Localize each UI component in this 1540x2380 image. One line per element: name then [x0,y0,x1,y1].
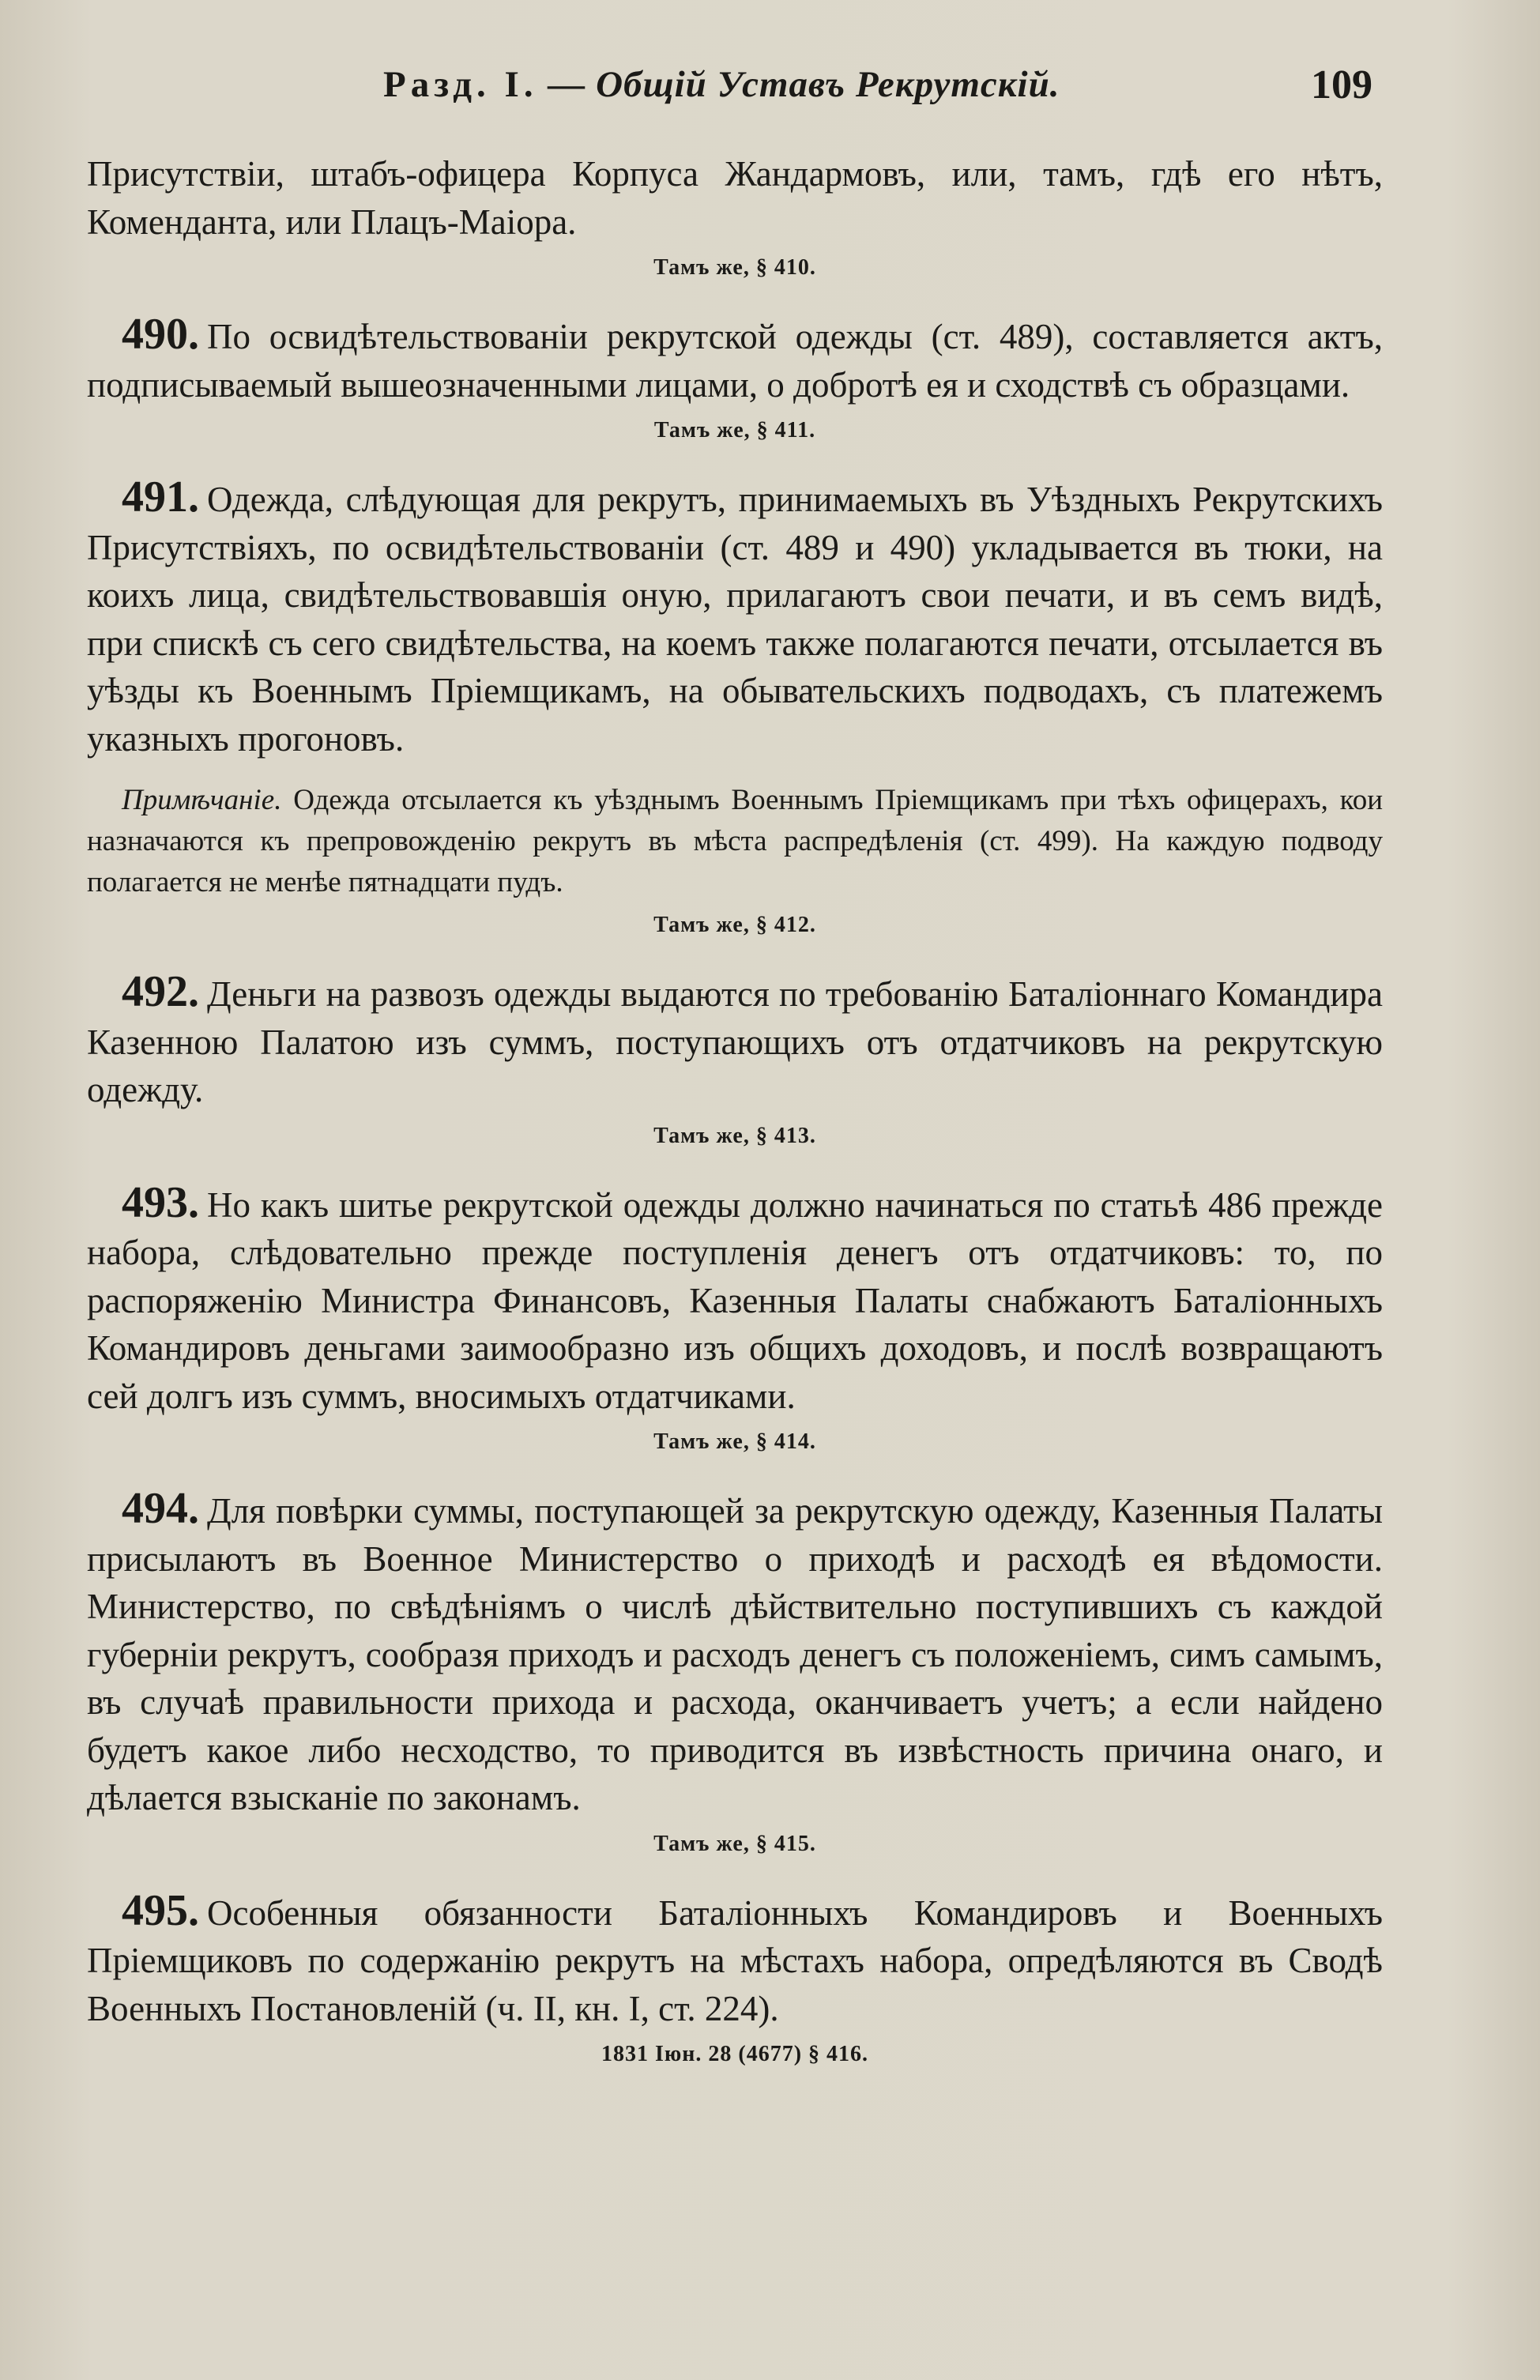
section-label: Разд. I. [383,64,538,105]
article-text: По освидѣтельствованіи рекрутской одежды (ст. 489), составляется актъ, подписываемый вышеозначенными лицами, о добротѣ ея и сходствѣ съ образцами. [87,317,1383,405]
article-text: Особенныя обязанности Баталіонныхъ Командировъ и Военныхъ Пріемщиковъ по содержанію рекрутъ на мѣстахъ набора, опредѣляются въ Сводѣ Военныхъ Постановленій (ч. II, кн. I, ст. 224). [87,1892,1383,2028]
section-title: — Общій Уставъ Рекрутскій. [548,64,1060,105]
article-495 [87,1887,1383,2071]
source-reference: Тамъ же, § 410. [653,255,816,280]
article-text: Одежда, слѣдующая для рекрутъ, принимаемыхъ въ Уѣздныхъ Рекрутскихъ Присутствіяхъ, по освидѣтельствованіи (ст. 489 и 490) укладывается въ тюки, на коихъ лица, свидѣтельствовавшія оную, прилагаютъ свои печати, и въ семъ видѣ, при спискѣ съ сего свидѣтельства, на коемъ также полагаются печати, отсылается въ уѣзды къ Военнымъ Пріемщикамъ, на обывательскихъ подводахъ, съ платежемъ указныхъ прогоновъ. [87,480,1383,759]
article-number: 495. [122,1885,199,1935]
article-text: Но какъ шитье рекрутской одежды должно начинаться по статьѣ 486 прежде набора, слѣдовательно прежде поступленія денегъ отъ отдатчиковъ: то, по распоряженію Министра Финансовъ, Казенныя Палаты снабжаютъ Баталіонныхъ Командировъ деньгами заимообразно изъ общихъ доходовъ, и послѣ возвращаютъ сей долгъ изъ суммъ, вносимыхъ отдатчиками. [87,1184,1383,1416]
article-492 [87,968,1383,1152]
article-491 [87,473,1383,941]
page-header [0,55,1540,126]
intro-paragraph [87,150,1383,284]
article-number: 490. [122,310,199,359]
source-reference: Тамъ же, § 412. [653,913,816,937]
article-number: 492. [122,967,199,1016]
article-number: 491. [122,473,199,522]
running-head [383,63,1060,106]
article-text: Для повѣрки суммы, поступающей за рекрутскую одежду, Казенныя Палаты присылаютъ въ Военное Министерство о приходѣ и расходѣ ея вѣдомости. Министерство, по свѣдѣніямъ о числѣ дѣйствительно поступившихъ съ каждой губерніи рекрутъ, сообразя приходъ и расходъ денегъ съ положеніемъ, симъ самымъ, въ случаѣ правильности прихода и расхода, оканчиваетъ учетъ; а если найдено будетъ какое либо несходство, то приводится въ извѣстность причина онаго, и дѣлается взысканіе по законамъ. [87,1491,1383,1817]
article-493 [87,1179,1383,1459]
source-reference: 1831 Іюн. 28 (4677) § 416. [601,2042,869,2066]
page-number: 109 [1311,62,1372,107]
article-494 [87,1485,1383,1860]
article-number: 494. [122,1484,199,1533]
article-note [87,780,1383,903]
note-text: Одежда отсылается къ уѣзднымъ Военнымъ Пріемщикамъ при тѣхъ офицерахъ, кои назначаются къ препровожденію рекрутъ въ мѣста распредѣленія (ст. 499). На каждую подводу полагается не менѣе пятнадцати пудъ. [87,784,1384,898]
source-reference: Тамъ же, § 413. [653,1123,816,1148]
note-label: Примѣчаніе. [122,784,282,816]
article-490 [87,311,1383,446]
article-number: 493. [122,1177,199,1227]
source-reference: Тамъ же, § 414. [653,1429,816,1454]
source-reference: Тамъ же, § 415. [653,1831,816,1856]
source-reference: Тамъ же, § 411. [653,418,816,442]
page-body [87,150,1383,2070]
intro-text: Присутствіи, штабъ-офицера Корпуса Жандармовъ, или, тамъ, гдѣ его нѣтъ, Коменданта, или Плацъ-Маіора. [87,154,1383,242]
article-text: Деньги на развозъ одежды выдаются по требованію Баталіоннаго Командира Казенною Палатою изъ суммъ, поступающихъ отъ отдатчиковъ на рекрутскую одежду. [87,974,1383,1109]
